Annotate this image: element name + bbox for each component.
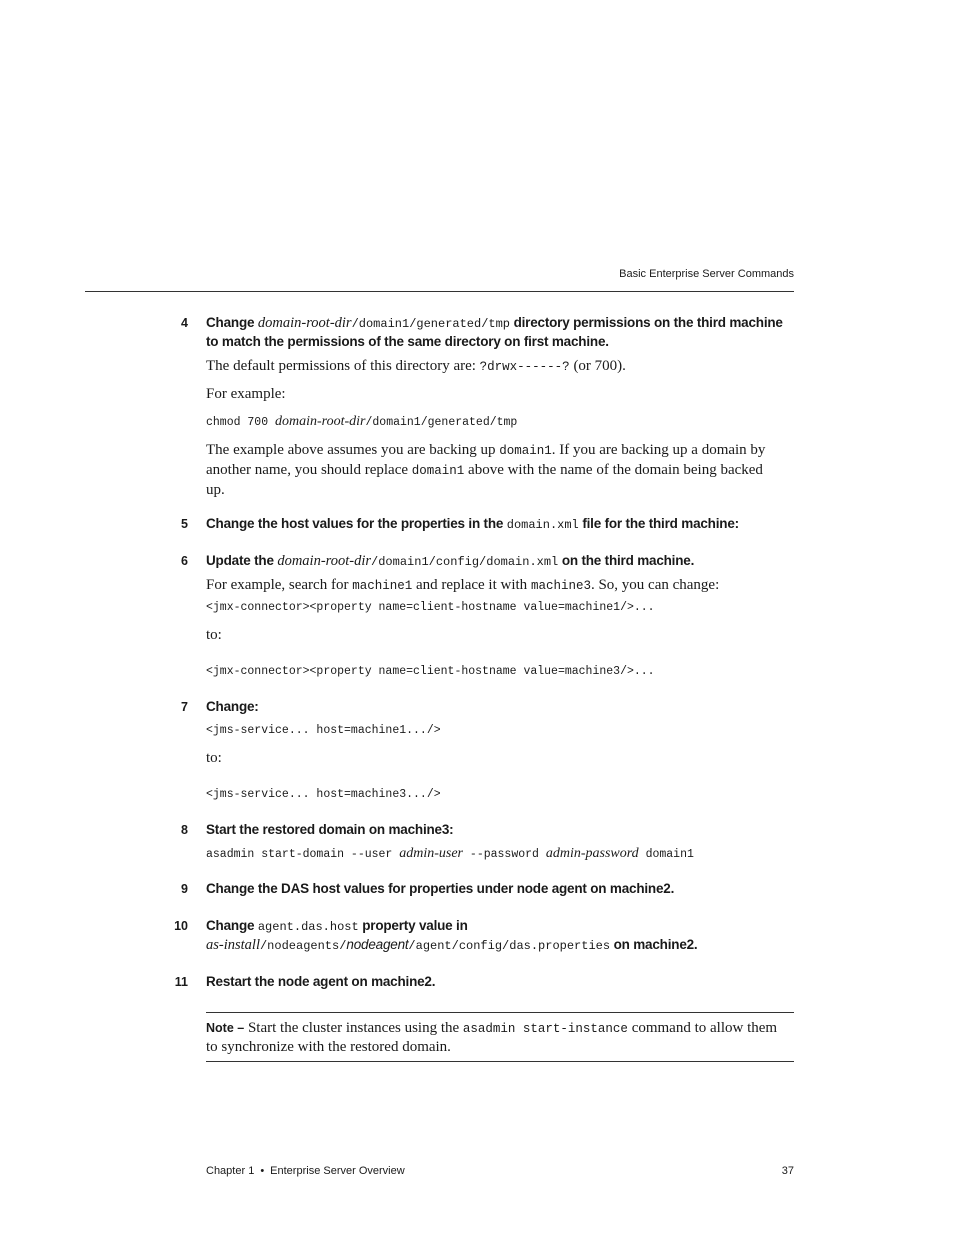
step-number-5: 5 <box>181 517 188 531</box>
note-bottom-rule <box>206 1061 794 1062</box>
step-number-4: 4 <box>181 316 188 330</box>
step-10-title-line2: as-install/nodeagents/nodeagent/agent/config/das.properties on machine2. <box>206 937 698 953</box>
running-header: Basic Enterprise Server Commands <box>619 268 794 280</box>
step-6-description: For example, search for machine1 and replace it with machine3. So, you can change: <box>206 577 720 593</box>
step-4-code: chmod 700 domain-root-dir/domain1/generated/tmp <box>206 414 518 429</box>
page-number: 37 <box>781 1165 794 1177</box>
note-line2: to synchronize with the restored domain. <box>206 1039 451 1055</box>
step-10-title-line1: Change agent.das.host property value in <box>206 918 468 934</box>
step-9-title: Change the DAS host values for properties under node agent on machine2. <box>206 881 675 896</box>
step-7-title: Change: <box>206 699 259 714</box>
step-number-7: 7 <box>181 700 188 714</box>
header-rule <box>85 291 794 292</box>
step-number-6: 6 <box>181 554 188 568</box>
step-number-9: 9 <box>181 882 188 896</box>
step-number-10: 10 <box>174 919 188 933</box>
step-4-title-line2: to match the permissions of the same directory on first machine. <box>206 334 609 349</box>
footer-chapter: Chapter 1 • Enterprise Server Overview <box>206 1165 405 1177</box>
step-8-code: asadmin start-domain --user admin-user --password admin-password domain1 <box>206 846 694 861</box>
step-5-title: Change the host values for the properties in the domain.xml file for the third machine: <box>206 516 739 532</box>
note-label: Note – <box>206 1021 245 1035</box>
step-number-8: 8 <box>181 823 188 837</box>
step-4-for-example: For example: <box>206 386 286 402</box>
step-6-title: Update the domain-root-dir/domain1/config/domain.xml on the third machine. <box>206 553 695 569</box>
step-6-code-before: <jmx-connector><property name=client-hostname value=machine1/>... <box>206 601 655 614</box>
step-6-code-after: <jmx-connector><property name=client-hostname value=machine3/>... <box>206 665 655 678</box>
step-7-code-before: <jms-service... host=machine1.../> <box>206 724 441 737</box>
step-7-to: to: <box>206 750 222 766</box>
step-4-default-permissions: The default permissions of this directory are: ?drwx------? (or 700). <box>206 358 626 374</box>
step-4-explanation: The example above assumes you are backing up domain1. If you are backing up a domain by another name, you should replace domain1 above with the name of the domain being backed up. <box>206 442 766 498</box>
step-number-11: 11 <box>174 975 188 989</box>
note-top-rule <box>206 1012 794 1013</box>
step-7-code-after: <jms-service... host=machine3.../> <box>206 788 441 801</box>
note-line1: Note – Start the cluster instances using the asadmin start-instance command to allow them <box>206 1020 778 1036</box>
step-11-title: Restart the node agent on machine2. <box>206 974 436 989</box>
step-8-title: Start the restored domain on machine3: <box>206 822 454 837</box>
step-6-to: to: <box>206 627 222 643</box>
step-4-title-line1: Change domain-root-dir/domain1/generated/tmp directory permissions on the third machine <box>206 315 783 331</box>
